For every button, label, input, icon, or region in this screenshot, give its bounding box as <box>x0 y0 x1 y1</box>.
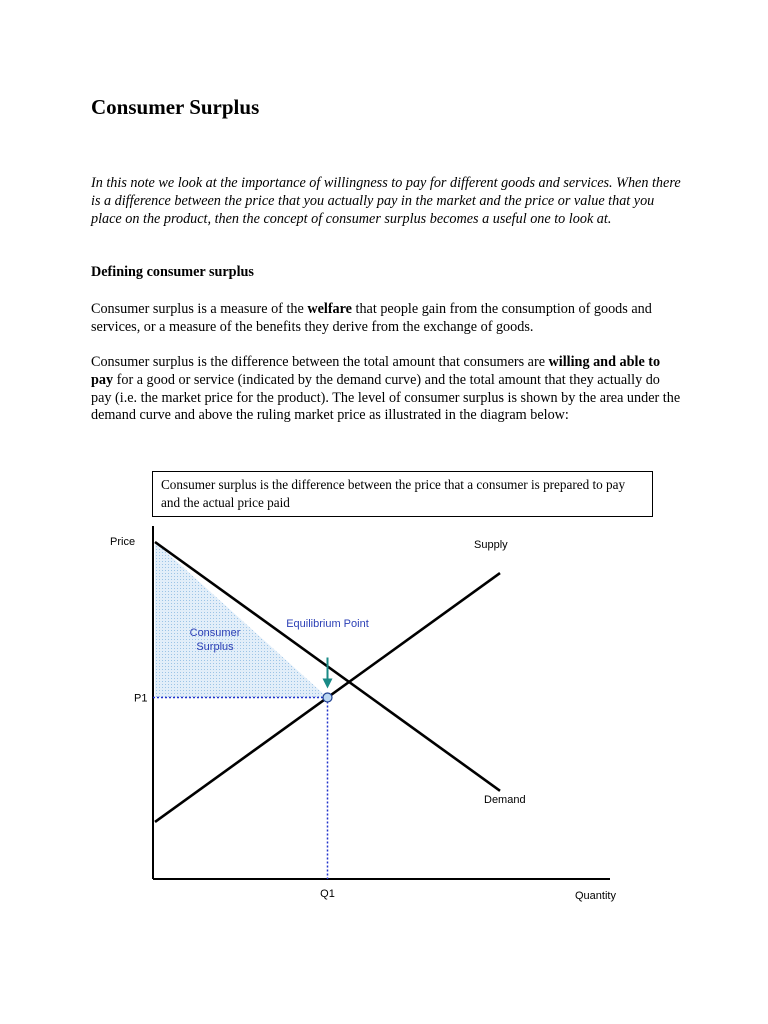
p1-tick-label: P1 <box>134 692 148 705</box>
explanation-bold-term: willing and able to pay <box>91 354 661 388</box>
equilibrium-arrow-head <box>323 679 333 689</box>
section-heading: Defining consumer surplus <box>91 264 254 280</box>
demand-label: Demand <box>484 794 526 806</box>
y-axis-label: Price <box>110 536 136 548</box>
supply-label: Supply <box>474 539 508 551</box>
x-axis-label: Quantity <box>575 890 616 902</box>
definition-callout-box: Consumer surplus is the difference between the price that a consumer is prepared to pay and the actual price paid <box>152 471 653 517</box>
definition-bold-term: welfare <box>307 301 352 317</box>
intro-paragraph: In this note we look at the importance of willingness to pay for different goods and services. When there is a difference between the price that you actually pay in the market and the price or value that you place on the product, then the concept of consumer surplus becomes a useful one to look at. <box>91 175 681 227</box>
definition-text-start: Consumer surplus is a measure of the <box>91 301 308 317</box>
definition-text-end: that people gain from the consumption of goods and services, or a measure of the benefits they derive from the exchange of goods. <box>91 301 652 335</box>
q1-tick-label: Q1 <box>320 888 335 900</box>
surplus-label-line1: Consumer <box>189 627 241 639</box>
equilibrium-point <box>323 693 332 702</box>
explanation-text-start: Consumer surplus is the difference between the total amount that consumers are <box>91 354 549 370</box>
equilibrium-label: Equilibrium Point <box>286 618 369 630</box>
explanation-text-end: for a good or service (indicated by the demand curve) and the total amount that they actually do pay (i.e. the market price for the product). The level of consumer surplus is shown by the area under the demand curve and above the ruling market price as illustrated in the diagram below: <box>91 371 681 424</box>
surplus-label-line2: Surplus <box>196 641 234 653</box>
page-title: Consumer Surplus <box>91 95 260 119</box>
